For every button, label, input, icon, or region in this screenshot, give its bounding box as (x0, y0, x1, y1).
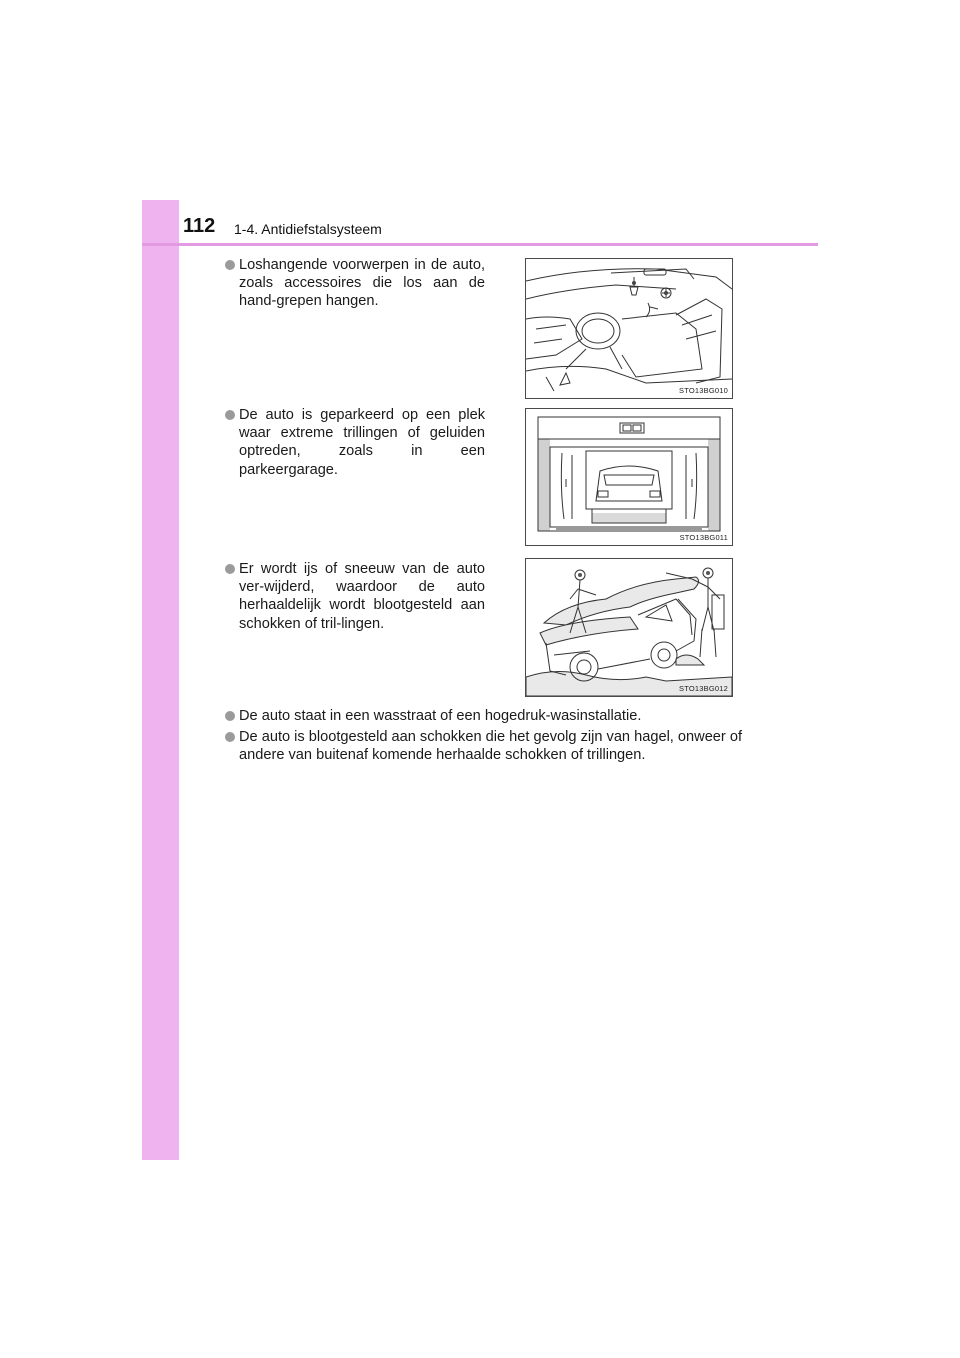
list-item-text: Er wordt ijs of sneeuw van de auto ver-wijderd, waardoor de auto herhaaldelijk wordt blootgesteld aan schokken of tril-lingen. (239, 561, 485, 632)
snow-removal-illustration-icon (526, 559, 732, 696)
bullet-icon (225, 260, 235, 270)
list-item (225, 406, 485, 479)
figure-snow-removal (525, 558, 733, 697)
bullet-icon (225, 732, 235, 742)
bullet-icon (225, 564, 235, 574)
header-divider (142, 243, 818, 246)
section-title: 1-4. Antidiefstalsysteem (234, 221, 382, 237)
figure-code: STO13BG010 (679, 386, 728, 395)
bullet-icon (225, 711, 235, 721)
list-item (225, 707, 785, 725)
figure-code: STO13BG012 (679, 684, 728, 693)
figure-parking-garage (525, 408, 733, 546)
list-item-text: De auto is geparkeerd op een plek waar extreme trillingen of geluiden optreden, zoals in een parkeergarage. (239, 407, 485, 478)
list-item (225, 256, 485, 311)
list-item-text: De auto is blootgesteld aan schokken die het gevolg zijn van hagel, onweer of andere van buitenaf komende herhaalde schokken of trillingen. (239, 729, 743, 764)
list-item (225, 560, 485, 633)
parking-garage-illustration-icon (526, 409, 732, 545)
figure-car-interior (525, 258, 733, 399)
list-item (225, 728, 765, 764)
list-item-text: De auto staat in een wasstraat of een hogedruk-wasinstallatie. (239, 708, 642, 724)
bullet-icon (225, 410, 235, 420)
car-interior-illustration-icon (526, 259, 732, 398)
list-item-text: Loshangende voorwerpen in de auto, zoals accessoires die los aan de hand-grepen hangen. (239, 257, 485, 310)
figure-code: STO13BG011 (679, 533, 728, 542)
page-number: 112 (183, 215, 216, 237)
side-color-strip (142, 200, 179, 1160)
